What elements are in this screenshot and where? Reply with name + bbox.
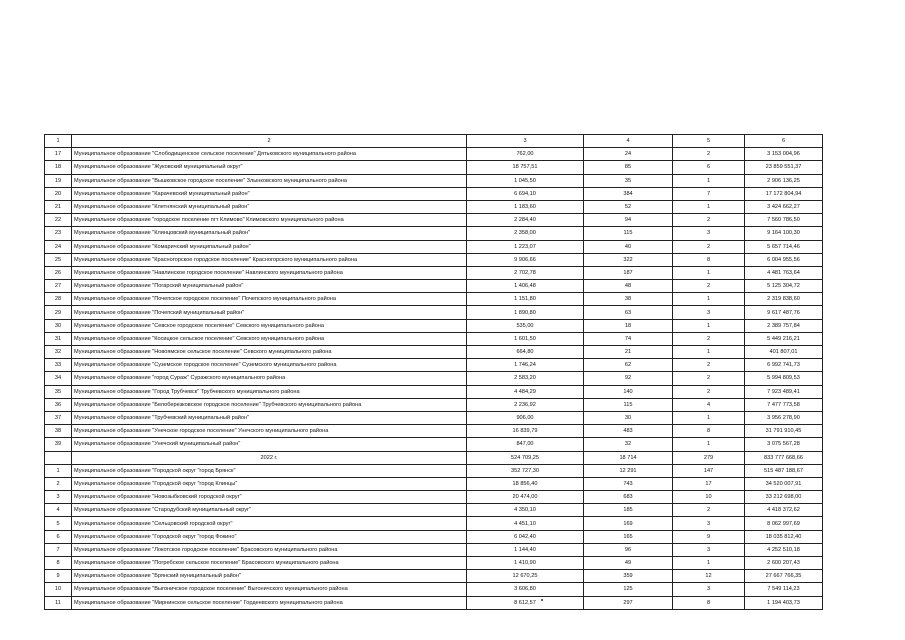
value-column-6: 4 481 763,64 [745,266,823,279]
value-column-3: 6 042,40 [467,530,584,543]
row-number: 10 [45,583,72,596]
value-column-5: 3 [673,227,745,240]
municipality-name: Муниципальное образование "Почепский муниципальный район" [72,306,467,319]
value-column-4: 384 [584,187,673,200]
row-number: 32 [45,346,72,359]
table-row [45,596,823,609]
municipality-name: Муниципальное образование "Погарский муниципальный район" [72,280,467,293]
municipality-name: Муниципальное образование "Карачевский муниципальный район" [72,187,467,200]
table-row [45,306,823,319]
value-column-6: 23 859 551,37 [745,161,823,174]
municipality-name: Муниципальное образование "Новоямское сельское поселение" Севского муниципального района [72,346,467,359]
table-row [45,240,823,253]
table-row [45,504,823,517]
table-row [45,200,823,213]
value-column-6: 4 252 510,18 [745,543,823,556]
municipality-name: Муниципальное образование "Мирнинское сельское поселение" Гордеевского муниципального района [72,596,467,609]
municipality-name: Муниципальное образование "Сельцовский городской округ" [72,517,467,530]
value-column-6: 2 389 757,84 [745,319,823,332]
row-number: 4 [45,504,72,517]
table-row [45,398,823,411]
row-number: 3 [45,491,72,504]
row-number: 21 [45,200,72,213]
municipality-name: Муниципальное образование "Белоберезковское городское поселение" Трубчевского муниципального района [72,398,467,411]
value-column-6: 7 477 773,58 [745,398,823,411]
table-row [45,346,823,359]
value-column-4: 18 714 [584,451,673,464]
municipality-name: Муниципальное образование "Косицкое сельское поселение" Севского муниципального района [72,332,467,345]
row-number: 26 [45,266,72,279]
row-number: 2 [45,477,72,490]
value-column-5: 1 [673,346,745,359]
value-column-4: 165 [584,530,673,543]
value-column-3: 18 856,40 [467,477,584,490]
value-column-4: 115 [584,398,673,411]
table-row [45,148,823,161]
value-column-6: 33 212 698,00 [745,491,823,504]
value-column-6: 6 992 741,73 [745,359,823,372]
value-column-5: 4 [673,398,745,411]
municipality-name: Муниципальное образование "Локотское городское поселение" Брасовского муниципального района [72,543,467,556]
value-column-5: 10 [673,491,745,504]
table-row [45,530,823,543]
value-column-6: 5 449 216,21 [745,332,823,345]
row-number: 35 [45,385,72,398]
municipality-name: Муниципальное образование "городское поселение пгт Климово" Климовского муниципального района [72,214,467,227]
row-number: 24 [45,240,72,253]
row-number: 1 [45,464,72,477]
row-number: 22 [45,214,72,227]
table-row [45,570,823,583]
value-column-5: 8 [673,596,745,609]
value-column-6: 8 062 997,69 [745,517,823,530]
value-column-4: 30 [584,411,673,424]
row-number: 23 [45,227,72,240]
value-column-4: 63 [584,306,673,319]
value-column-3: 9 906,66 [467,253,584,266]
value-column-6: 27 667 766,35 [745,570,823,583]
value-column-5: 3 [673,517,745,530]
value-column-4: 359 [584,570,673,583]
table-row [45,372,823,385]
value-column-4: 49 [584,557,673,570]
column-number: 3 [467,135,584,148]
municipality-name: Муниципальное образование "Выгоничское городское поселение" Выгоничского муниципального района [72,583,467,596]
value-column-4: 185 [584,504,673,517]
table-row [45,425,823,438]
municipality-name: Муниципальное образование "Клетнянский муниципальный район" [72,200,467,213]
row-number: 29 [45,306,72,319]
row-number: 28 [45,293,72,306]
table-row [45,438,823,451]
value-column-3: 20 474,00 [467,491,584,504]
value-column-5: 12 [673,570,745,583]
value-column-5: 2 [673,240,745,253]
table-row [45,174,823,187]
table-row [45,187,823,200]
column-number: 5 [673,135,745,148]
municipality-name: Муниципальное образование "Брянский муниципальный район" [72,570,467,583]
value-column-5: 2 [673,332,745,345]
value-column-6: 401 807,01 [745,346,823,359]
value-column-6: 7 923 489,41 [745,385,823,398]
value-column-4: 96 [584,543,673,556]
value-column-4: 52 [584,200,673,213]
value-column-3: 1 890,80 [467,306,584,319]
value-column-4: 92 [584,372,673,385]
row-number: 9 [45,570,72,583]
column-number-row [45,135,823,148]
value-column-5: 2 [673,504,745,517]
value-column-3: 2 583,20 [467,372,584,385]
value-column-4: 140 [584,385,673,398]
value-column-6: 5 657 714,46 [745,240,823,253]
row-number: 5 [45,517,72,530]
municipality-name: Муниципальное образование "Городской округ "город Фокино" [72,530,467,543]
value-column-6: 1 194 403,73 [745,596,823,609]
column-number: 2 [72,135,467,148]
value-column-5: 1 [673,293,745,306]
value-column-6: 2 600 207,43 [745,557,823,570]
table-row [45,477,823,490]
value-column-3: 2 702,78 [467,266,584,279]
value-column-6: 5 994 809,53 [745,372,823,385]
table-row [45,464,823,477]
row-number: 30 [45,319,72,332]
value-column-3: 18 757,51 [467,161,584,174]
table-row [45,161,823,174]
value-column-6: 7 560 786,50 [745,214,823,227]
value-column-5: 8 [673,425,745,438]
value-column-6: 18 035 812,40 [745,530,823,543]
row-number: 8 [45,557,72,570]
value-column-4: 40 [584,240,673,253]
row-number: 11 [45,596,72,609]
value-column-3: 2 236,92 [467,398,584,411]
row-number: 34 [45,372,72,385]
value-column-3: 847,00 [467,438,584,451]
value-column-5: 6 [673,161,745,174]
value-column-5: 2 [673,385,745,398]
value-column-5: 3 [673,543,745,556]
value-column-4: 743 [584,477,673,490]
row-number: 33 [45,359,72,372]
table-row [45,280,823,293]
value-column-5: 7 [673,187,745,200]
value-column-3: 906,00 [467,411,584,424]
value-column-5: 2 [673,280,745,293]
scan-speck [541,599,543,601]
table-row [45,332,823,345]
value-column-4: 187 [584,266,673,279]
value-column-6: 4 418 372,62 [745,504,823,517]
municipality-name: Муниципальное образование "Погребское сельское поселение" Брасовского муниципального района [72,557,467,570]
row-number: 31 [45,332,72,345]
value-column-4: 297 [584,596,673,609]
value-column-6: 31 791 910,45 [745,425,823,438]
value-column-5: 2 [673,359,745,372]
municipality-name: Муниципальное образование "город Сураж" Суражского муниципального района [72,372,467,385]
value-column-3: 12 670,25 [467,570,584,583]
value-column-4: 24 [584,148,673,161]
value-column-6: 5 125 304,72 [745,280,823,293]
value-column-3: 1 151,80 [467,293,584,306]
table-row [45,293,823,306]
value-column-3: 2 358,00 [467,227,584,240]
value-column-5: 147 [673,464,745,477]
municipality-name: Муниципальное образование "Комаричский муниципальный район" [72,240,467,253]
value-column-5: 2 [673,148,745,161]
municipality-name: Муниципальное образование "Клинцовский муниципальный район" [72,227,467,240]
value-column-3: 352 727,30 [467,464,584,477]
value-column-5: 2 [673,372,745,385]
value-column-6: 833 777 668,66 [745,451,823,464]
value-column-5: 3 [673,306,745,319]
municipality-name: 2022 г. [72,451,467,464]
value-column-3: 4 350,10 [467,504,584,517]
table-row [45,227,823,240]
value-column-4: 35 [584,174,673,187]
row-number: 6 [45,530,72,543]
value-column-6: 7 549 114,23 [745,583,823,596]
value-column-6: 34 520 007,91 [745,477,823,490]
table-row [45,214,823,227]
table-row [45,319,823,332]
value-column-6: 2 319 838,60 [745,293,823,306]
value-column-3: 664,80 [467,346,584,359]
value-column-4: 18 [584,319,673,332]
value-column-5: 1 [673,200,745,213]
value-column-4: 94 [584,214,673,227]
value-column-3: 1 746,24 [467,359,584,372]
table-row [45,557,823,570]
value-column-4: 125 [584,583,673,596]
value-column-3: 1 144,40 [467,543,584,556]
table-row [45,583,823,596]
value-column-3: 762,00 [467,148,584,161]
row-number [45,451,72,464]
value-column-3: 1 601,50 [467,332,584,345]
value-column-3: 1 410,90 [467,557,584,570]
row-number: 7 [45,543,72,556]
value-column-6: 515 487 188,67 [745,464,823,477]
municipality-name: Муниципальное образование "Унечское городское поселение" Унечского муниципального района [72,425,467,438]
municipality-name: Муниципальное образование "Почепское городское поселение" Почепского муниципального района [72,293,467,306]
value-column-6: 2 906 136,25 [745,174,823,187]
value-column-3: 6 694,10 [467,187,584,200]
value-column-5: 1 [673,319,745,332]
value-column-4: 74 [584,332,673,345]
value-column-3: 3 606,80 [467,583,584,596]
value-column-3: 1 406,48 [467,280,584,293]
value-column-4: 115 [584,227,673,240]
municipality-name: Муниципальное образование "Жуковский муниципальный округ" [72,161,467,174]
row-number: 39 [45,438,72,451]
value-column-6: 6 004 955,56 [745,253,823,266]
table-row [45,543,823,556]
value-column-6: 3 153 004,96 [745,148,823,161]
value-column-4: 38 [584,293,673,306]
value-column-5: 17 [673,477,745,490]
value-column-4: 169 [584,517,673,530]
value-column-5: 1 [673,266,745,279]
table-row [45,491,823,504]
table-row [45,266,823,279]
value-column-5: 1 [673,438,745,451]
municipality-name: Муниципальное образование "Севское городское поселение" Севского муниципального района [72,319,467,332]
value-column-3: 1 045,50 [467,174,584,187]
value-column-3: 4 451,10 [467,517,584,530]
row-number: 37 [45,411,72,424]
row-number: 19 [45,174,72,187]
value-column-4: 21 [584,346,673,359]
value-column-6: 9 617 487,76 [745,306,823,319]
value-column-4: 85 [584,161,673,174]
value-column-4: 62 [584,359,673,372]
value-column-6: 9 164 100,30 [745,227,823,240]
value-column-6: 3 075 567,28 [745,438,823,451]
table-row [45,359,823,372]
municipality-name: Муниципальное образование "Слободищенское сельское поселение" Дятьковского муниципального района [72,148,467,161]
row-number: 17 [45,148,72,161]
municipality-name: Муниципальное образование "Стародубский муниципальный округ" [72,504,467,517]
row-number: 25 [45,253,72,266]
table-row [45,517,823,530]
value-column-5: 2 [673,214,745,227]
column-number: 4 [584,135,673,148]
value-column-3: 535,00 [467,319,584,332]
value-column-4: 683 [584,491,673,504]
value-column-5: 1 [673,557,745,570]
value-column-4: 12 291 [584,464,673,477]
value-column-5: 3 [673,583,745,596]
table-row [45,411,823,424]
value-column-4: 483 [584,425,673,438]
column-number: 6 [745,135,823,148]
value-column-3: 1 223,07 [467,240,584,253]
municipality-name: Муниципальное образование "Навлинское городское поселение" Навлинского муниципального района [72,266,467,279]
municipality-name: Муниципальное образование "Город Трубчевск" Трубчевского муниципального района [72,385,467,398]
column-number: 1 [45,135,72,148]
row-number: 38 [45,425,72,438]
value-column-6: 17 172 804,94 [745,187,823,200]
municipality-name: Муниципальное образование "Городской округ "город Брянск" [72,464,467,477]
municipality-name: Муниципальное образование "Красногорское городское поселение" Красногорского муниципального района [72,253,467,266]
municipality-name: Муниципальное образование "Трубчевский муниципальный район" [72,411,467,424]
value-column-4: 322 [584,253,673,266]
municipality-name: Муниципальное образование "Новозыбковский городской округ" [72,491,467,504]
municipality-name: Муниципальное образование "Городской округ "город Клинцы" [72,477,467,490]
year-subtotal-row [45,451,823,464]
value-column-5: 279 [673,451,745,464]
table-row [45,385,823,398]
value-column-5: 1 [673,174,745,187]
table-row [45,253,823,266]
value-column-3: 2 284,40 [467,214,584,227]
municipality-name: Муниципальное образование "Вышковское городское поселение" Злынковского муниципального района [72,174,467,187]
value-column-3: 4 484,29 [467,385,584,398]
value-column-6: 3 956 278,90 [745,411,823,424]
data-table [44,134,823,610]
value-column-3: 16 839,79 [467,425,584,438]
value-column-5: 1 [673,411,745,424]
value-column-5: 8 [673,253,745,266]
row-number: 20 [45,187,72,200]
municipality-name: Муниципальное образование "Унечский муниципальный район" [72,438,467,451]
value-column-4: 32 [584,438,673,451]
value-column-5: 9 [673,530,745,543]
value-column-6: 3 424 662,27 [745,200,823,213]
value-column-4: 48 [584,280,673,293]
value-column-3: 8 612,57 [467,596,584,609]
value-column-3: 1 183,60 [467,200,584,213]
municipality-name: Муниципальное образование "Суземское городское поселение" Суземского муниципального района [72,359,467,372]
value-column-3: 524 709,25 [467,451,584,464]
row-number: 36 [45,398,72,411]
row-number: 18 [45,161,72,174]
row-number: 27 [45,280,72,293]
